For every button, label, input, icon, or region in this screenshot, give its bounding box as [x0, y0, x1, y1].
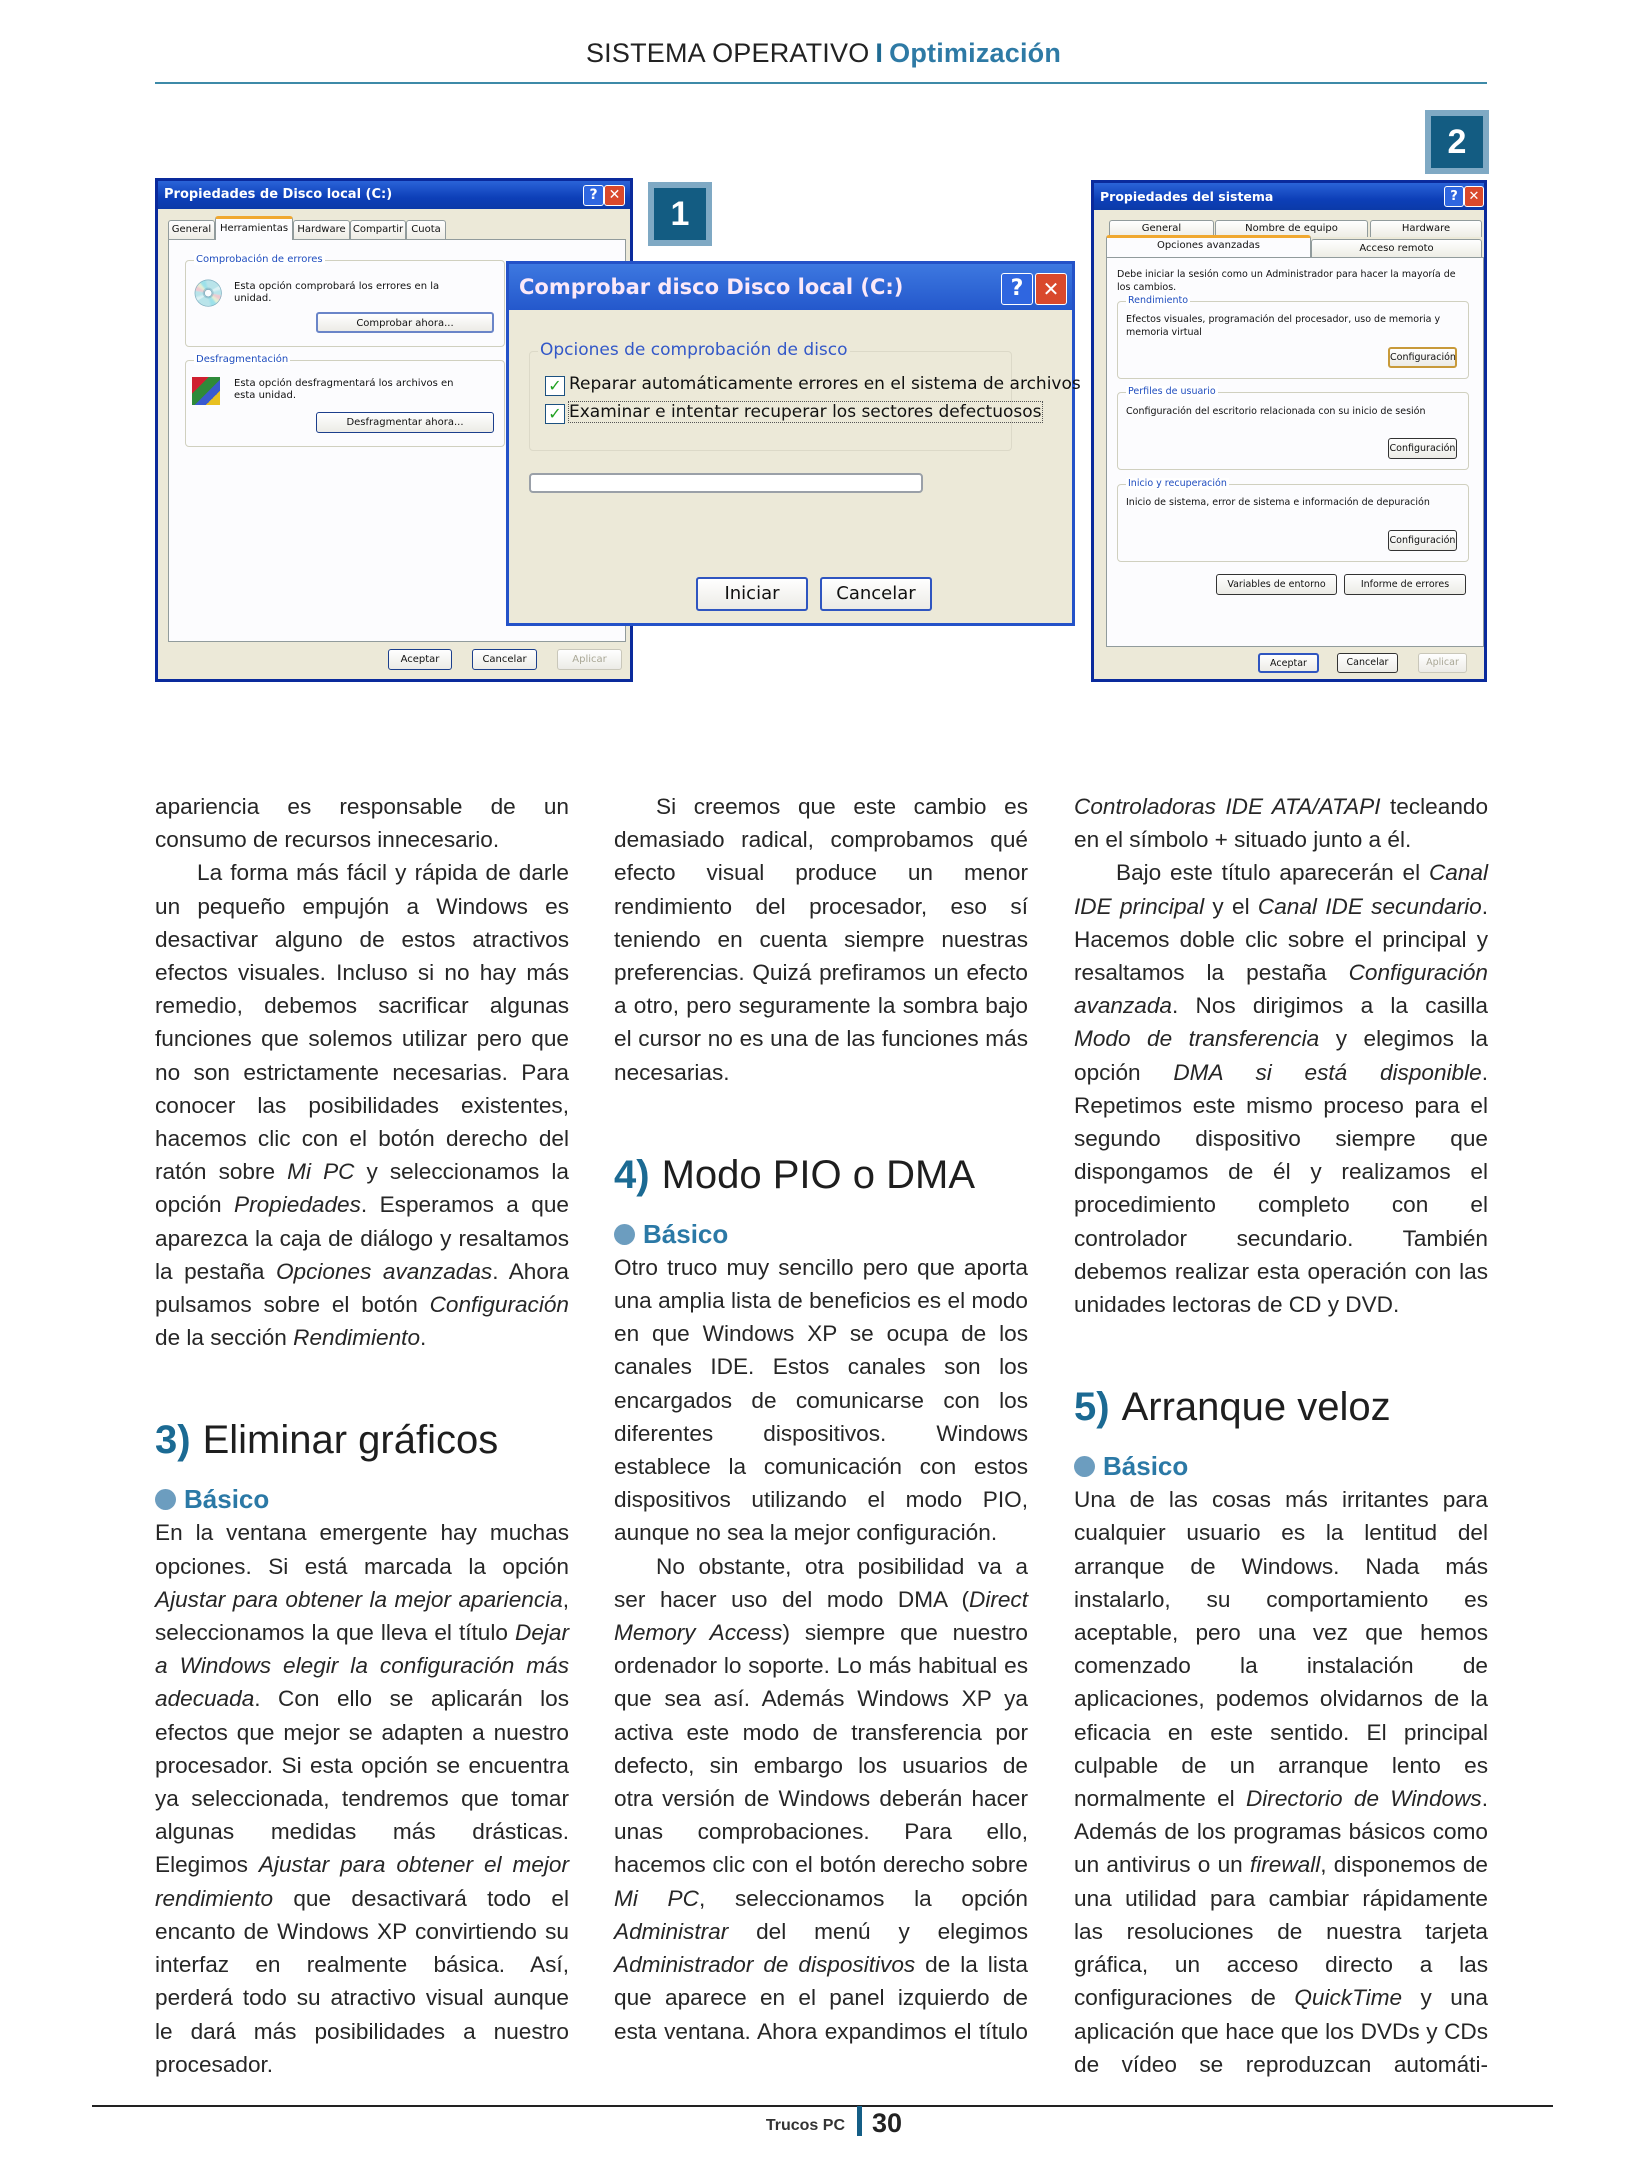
- text-run: tecleando en el símbolo + situado junto a él.: [1074, 794, 1489, 853]
- dialog-title: Propiedades del sistema: [1100, 189, 1274, 204]
- text-run: . Nos dirigimos a la casilla: [1172, 993, 1488, 1019]
- paragraph: [1074, 790, 1488, 856]
- italic-text: Propiedades: [234, 1192, 361, 1218]
- figure-badge-1: 1: [648, 182, 712, 246]
- group-legend: Comprobación de errores: [196, 254, 323, 265]
- profiles-settings-button[interactable]: Configuración: [1388, 438, 1457, 459]
- text-run: Una de las cosas más irritantes para cualquier usuario es la lentitud del arranque de Windows. Nada más instalarlo, su comportamiento es aceptable, pero una vez que hemos comenzado la instalación de aplicaciones, podemos olvidarnos de la eficacia en este sentido. El principal culpable de un arranque lento es normalmente el: [1074, 1487, 1488, 1812]
- tab-hardware[interactable]: Hardware: [1370, 220, 1482, 237]
- page-number: 30: [872, 2108, 903, 2138]
- italic-text: Direct Memory Access: [614, 1586, 1028, 1646]
- italic-text: Opciones avanzadas: [275, 1258, 493, 1284]
- text-run: . Esperamos a que aparezca la caja de diálogo y resaltamos la pestaña: [155, 1192, 569, 1284]
- section-number: 3): [155, 1418, 191, 1463]
- text-run: de la lista que aparece en el panel izquierdo de esta ventana. Ahora expandimos el título: [614, 1952, 1028, 2044]
- italic-text: Mi PC: [287, 1159, 355, 1185]
- check-now-button[interactable]: Comprobar ahora...: [316, 312, 494, 333]
- apply-button[interactable]: Aplicar: [557, 649, 622, 670]
- help-icon[interactable]: ?: [1444, 186, 1464, 207]
- italic-text: Controladoras IDE ATA/ATAPI: [1074, 794, 1381, 819]
- help-icon[interactable]: ?: [583, 185, 604, 206]
- magazine-name: Trucos PC: [765, 2117, 845, 2134]
- tab-panel: [1106, 257, 1484, 647]
- text-run: de la sección: [155, 1325, 294, 1351]
- startup-settings-button[interactable]: Configuración: [1388, 530, 1457, 551]
- paragraph: [614, 1550, 1028, 2048]
- text-run: y una aplicación que hace que los DVDs y CDs de vídeo se reproduzcan automáti-: [1074, 1985, 1488, 2077]
- text-run: .: [420, 1325, 427, 1351]
- title-bar: [1094, 183, 1484, 210]
- text-run: del menú y elegimos: [728, 1918, 1028, 1944]
- italic-text: Directorio de Windows: [1245, 1786, 1482, 1812]
- group-text: Esta opción comprobará los errores en la unidad.: [234, 281, 440, 304]
- header-rule: [155, 82, 1487, 84]
- text-run: . Ahora pulsamos sobre el botón: [155, 1258, 569, 1318]
- tab-hardware[interactable]: Hardware: [293, 220, 350, 239]
- disk-check-icon: 💿: [192, 279, 225, 309]
- defrag-group: [185, 354, 505, 447]
- cancel-button[interactable]: Cancelar: [820, 577, 932, 611]
- italic-text: QuickTime: [1294, 1985, 1403, 2011]
- text-run: . Hacemos doble clic sobre el principal y resaltamos la pestaña: [1074, 893, 1488, 986]
- text-run: No obstante, otra posibilidad va a ser hacer uso del modo DMA (: [614, 1553, 1028, 1612]
- group-legend: Rendimiento: [1128, 295, 1189, 307]
- article-column-2: [614, 790, 1028, 2048]
- italic-text: Administrar: [614, 1918, 729, 1944]
- text-run: , seleccionamos la que lleva el título: [155, 1586, 569, 1646]
- section-heading: [1074, 1383, 1488, 1431]
- environment-variables-button[interactable]: Variables de entorno: [1216, 574, 1337, 595]
- tab-remote-access[interactable]: Acceso remoto: [1311, 239, 1482, 257]
- close-icon[interactable]: ✕: [604, 185, 625, 206]
- text-run: . Además de los programas básicos como un antivirus o un: [1074, 1786, 1488, 1878]
- text-run: y elegimos la opción: [1074, 1026, 1488, 1085]
- italic-text: Canal IDE secundario: [1257, 893, 1482, 919]
- article-column-1: [155, 790, 569, 2081]
- ok-button[interactable]: Aceptar: [1258, 653, 1319, 673]
- group-legend: Inicio y recuperación: [1128, 478, 1227, 490]
- text-run: , seleccionamos la opción: [698, 1885, 1028, 1911]
- text-run: que desactivará todo el encanto de Windows XP convirtiendo su interfaz en realmente básica. Así, perderá todo su atractivo visual aunque le dará más posibilidades a nuestro procesador.: [155, 1885, 569, 2077]
- italic-text: Ajustar para obtener el mejor rendimiento: [155, 1852, 569, 1911]
- dialog-title: Comprobar disco Disco local (C:): [519, 275, 904, 299]
- header-separator: I: [875, 38, 884, 68]
- paragraph: [155, 1516, 569, 2080]
- section-heading: [155, 1416, 569, 1464]
- ok-button[interactable]: Aceptar: [388, 649, 452, 670]
- cancel-button[interactable]: Cancelar: [472, 649, 537, 670]
- defrag-icon: [192, 377, 220, 405]
- paragraph: [1074, 1483, 1488, 2081]
- apply-button[interactable]: Aplicar: [1418, 653, 1467, 673]
- tab-computer-name[interactable]: Nombre de equipo: [1215, 220, 1368, 237]
- figure-badge-2: 2: [1425, 110, 1489, 174]
- dialog-title: Propiedades de Disco local (C:): [164, 187, 393, 202]
- text-run: Otro truco muy sencillo pero que aporta una amplia lista de beneficios es el modo en que Windows XP se ocupa de los canales IDE. Estos canales son los encargados de comunicarse con los diferentes dispositivos. Windows establece la comunicación con estos dispositivos utilizando el modo PIO, aunque no sea la mejor configuración.: [614, 1254, 1028, 1546]
- section-title: Modo PIO o DMA: [661, 1152, 976, 1197]
- tab-general[interactable]: General: [1109, 220, 1214, 237]
- level-label: Básico: [1103, 1451, 1189, 1482]
- tab-compartir[interactable]: Compartir: [350, 220, 406, 239]
- level-dot-icon: [1074, 1456, 1095, 1477]
- performance-group: [1117, 295, 1469, 379]
- user-profiles-group: [1117, 386, 1469, 470]
- difficulty-level: [1074, 1449, 1488, 1483]
- start-button[interactable]: Iniciar: [696, 577, 808, 611]
- tab-cuota[interactable]: Cuota: [406, 220, 446, 239]
- tab-general[interactable]: General: [168, 220, 215, 239]
- tab-herramientas[interactable]: Herramientas: [215, 216, 293, 240]
- text-run: Bajo este título aparecerán el: [1116, 860, 1429, 886]
- italic-text: Rendimiento: [293, 1325, 421, 1351]
- italic-text: DMA si está disponible: [1173, 1059, 1482, 1085]
- italic-text: Configuración: [429, 1292, 569, 1318]
- tab-advanced-options[interactable]: Opciones avanzadas: [1106, 235, 1311, 257]
- paragraph: [614, 1251, 1028, 1550]
- text-run: La forma más fácil y rápida de darle un pequeño empujón a Windows es desactivar alguno de estos atractivos efectos visuales. Incluso si no hay más remedio, debemos sacrificar algunas funciones que solemos utilizar pero que no son estrictamente necesarias. Para conocer las posibilidades existentes, hacemos clic con el botón derecho del ratón sobre: [155, 860, 569, 1185]
- title-bar: [158, 181, 630, 209]
- progress-bar: [529, 473, 923, 493]
- section-title: Arranque veloz: [1121, 1385, 1391, 1430]
- group-text: Inicio de sistema, error de sistema e información de depuración: [1126, 497, 1430, 508]
- paragraph: [1074, 856, 1488, 1321]
- group-text: Efectos visuales, programación del procesador, uso de memoria y memoria virtual: [1126, 314, 1441, 338]
- footer-rule: [92, 2105, 1553, 2107]
- repair-option-label[interactable]: Reparar automáticamente errores en el sistema de archivos: [569, 374, 1081, 394]
- paragraph: [155, 790, 569, 856]
- group-text: Configuración del escritorio relacionada con su inicio de sesión: [1126, 406, 1426, 417]
- system-properties-dialog: [1091, 180, 1487, 682]
- error-check-group: [185, 254, 505, 347]
- text-run: . Repetimos este mismo proceso para el segundo dispositivo siempre que dispongamos de él y realizamos el procedimiento completo con el controlador secundario. También debemos realizar esta operación con las unidades lectoras de CD y DVD.: [1074, 1059, 1488, 1318]
- section-title: Eliminar gráficos: [202, 1418, 499, 1463]
- startup-recovery-group: [1117, 478, 1469, 562]
- text-run: ) siempre que nuestro ordenador lo soporte. Lo más habitual es que sea así. Además Windows XP ya activa este modo de transferencia por defecto, sin embargo los usuarios de otra versión de Windows deberán hacer unas comprobaciones. Para ello, hacemos clic con el botón derecho sobre: [614, 1620, 1028, 1878]
- cancel-button[interactable]: Cancelar: [1337, 653, 1398, 673]
- group-legend: Opciones de comprobación de disco: [540, 340, 848, 361]
- italic-text: Configuración avanzada: [1074, 960, 1488, 1019]
- repair-checkbox[interactable]: ✓: [545, 376, 565, 396]
- check-disk-dialog: [506, 261, 1081, 626]
- text-run: , disponemos de una utilidad para cambiar rápidamente las resoluciones de nuestra tarjeta gráfica, un acceso directo a las configuraciones de: [1074, 1852, 1488, 2011]
- close-icon[interactable]: ✕: [1035, 273, 1067, 305]
- group-legend: Perfiles de usuario: [1128, 386, 1216, 398]
- level-label: Básico: [184, 1484, 270, 1515]
- scan-sectors-option-label[interactable]: Examinar e intentar recuperar los sectores defectuosos: [569, 402, 1042, 422]
- defrag-now-button[interactable]: Desfragmentar ahora...: [316, 412, 494, 433]
- italic-text: Dejar a Windows elegir la configuración más adecuada: [155, 1620, 569, 1712]
- header-subsection: Optimización: [889, 38, 1062, 68]
- italic-text: Ajustar para obtener la mejor apariencia: [155, 1586, 563, 1612]
- performance-settings-button[interactable]: Configuración: [1388, 347, 1457, 368]
- italic-text: Administrador de dispositivos: [614, 1952, 916, 1978]
- running-header: [0, 38, 1647, 69]
- section-number: 4): [614, 1152, 650, 1197]
- text-run: y seleccionamos la opción: [155, 1159, 569, 1218]
- text-run: En la ventana emergente hay muchas opciones. Si está marcada la opción: [155, 1520, 569, 1579]
- italic-text: Mi PC: [614, 1885, 699, 1911]
- text-run: Si creemos que este cambio es demasiado radical, comprobamos qué efecto visual produce un menor rendimiento del procesador, eso sí teniendo en cuenta siempre nuestras preferencias. Quizá prefiramos un efecto a otro, pero seguramente la sombra bajo el cursor no es una de las funciones más necesarias.: [614, 794, 1028, 1085]
- paragraph: [155, 856, 569, 1354]
- admin-notice: Debe iniciar la sesión como un Administrador para hacer la mayoría de los cambios.: [1117, 269, 1456, 293]
- text-run: . Con ello se aplicarán los efectos que mejor se adapten a nuestro procesador. Si esta opción se encuentra ya seleccionada, tendremos que tomar algunas medidas más drásticas. Elegimos: [155, 1686, 569, 1878]
- close-icon[interactable]: ✕: [1464, 186, 1484, 207]
- article-column-3: [1074, 790, 1488, 2081]
- title-bar: [509, 264, 1072, 310]
- text-run: y el: [1204, 893, 1258, 919]
- difficulty-level: [155, 1482, 569, 1516]
- error-report-button[interactable]: Informe de errores: [1344, 574, 1466, 595]
- header-section: SISTEMA OPERATIVO: [585, 38, 870, 68]
- difficulty-level: [614, 1217, 1028, 1251]
- italic-text: firewall: [1249, 1852, 1321, 1878]
- disk-options-group: [529, 340, 1081, 451]
- section-number: 5): [1074, 1385, 1110, 1430]
- italic-text: Canal IDE principal: [1074, 860, 1488, 919]
- text-run: apariencia es responsable de un consumo de recursos innecesario.: [155, 794, 569, 853]
- italic-text: Modo de transferencia: [1074, 1026, 1320, 1052]
- scan-sectors-checkbox[interactable]: ✓: [545, 404, 565, 424]
- footer-accent-bar: [857, 2106, 862, 2136]
- level-label: Básico: [643, 1218, 729, 1249]
- help-icon[interactable]: ?: [1001, 273, 1033, 305]
- level-dot-icon: [155, 1489, 176, 1510]
- section-heading: [614, 1151, 1028, 1199]
- group-legend: Desfragmentación: [196, 354, 289, 365]
- group-text: Esta opción desfragmentará los archivos en esta unidad.: [234, 378, 454, 401]
- paragraph: [614, 790, 1028, 1089]
- level-dot-icon: [614, 1224, 635, 1245]
